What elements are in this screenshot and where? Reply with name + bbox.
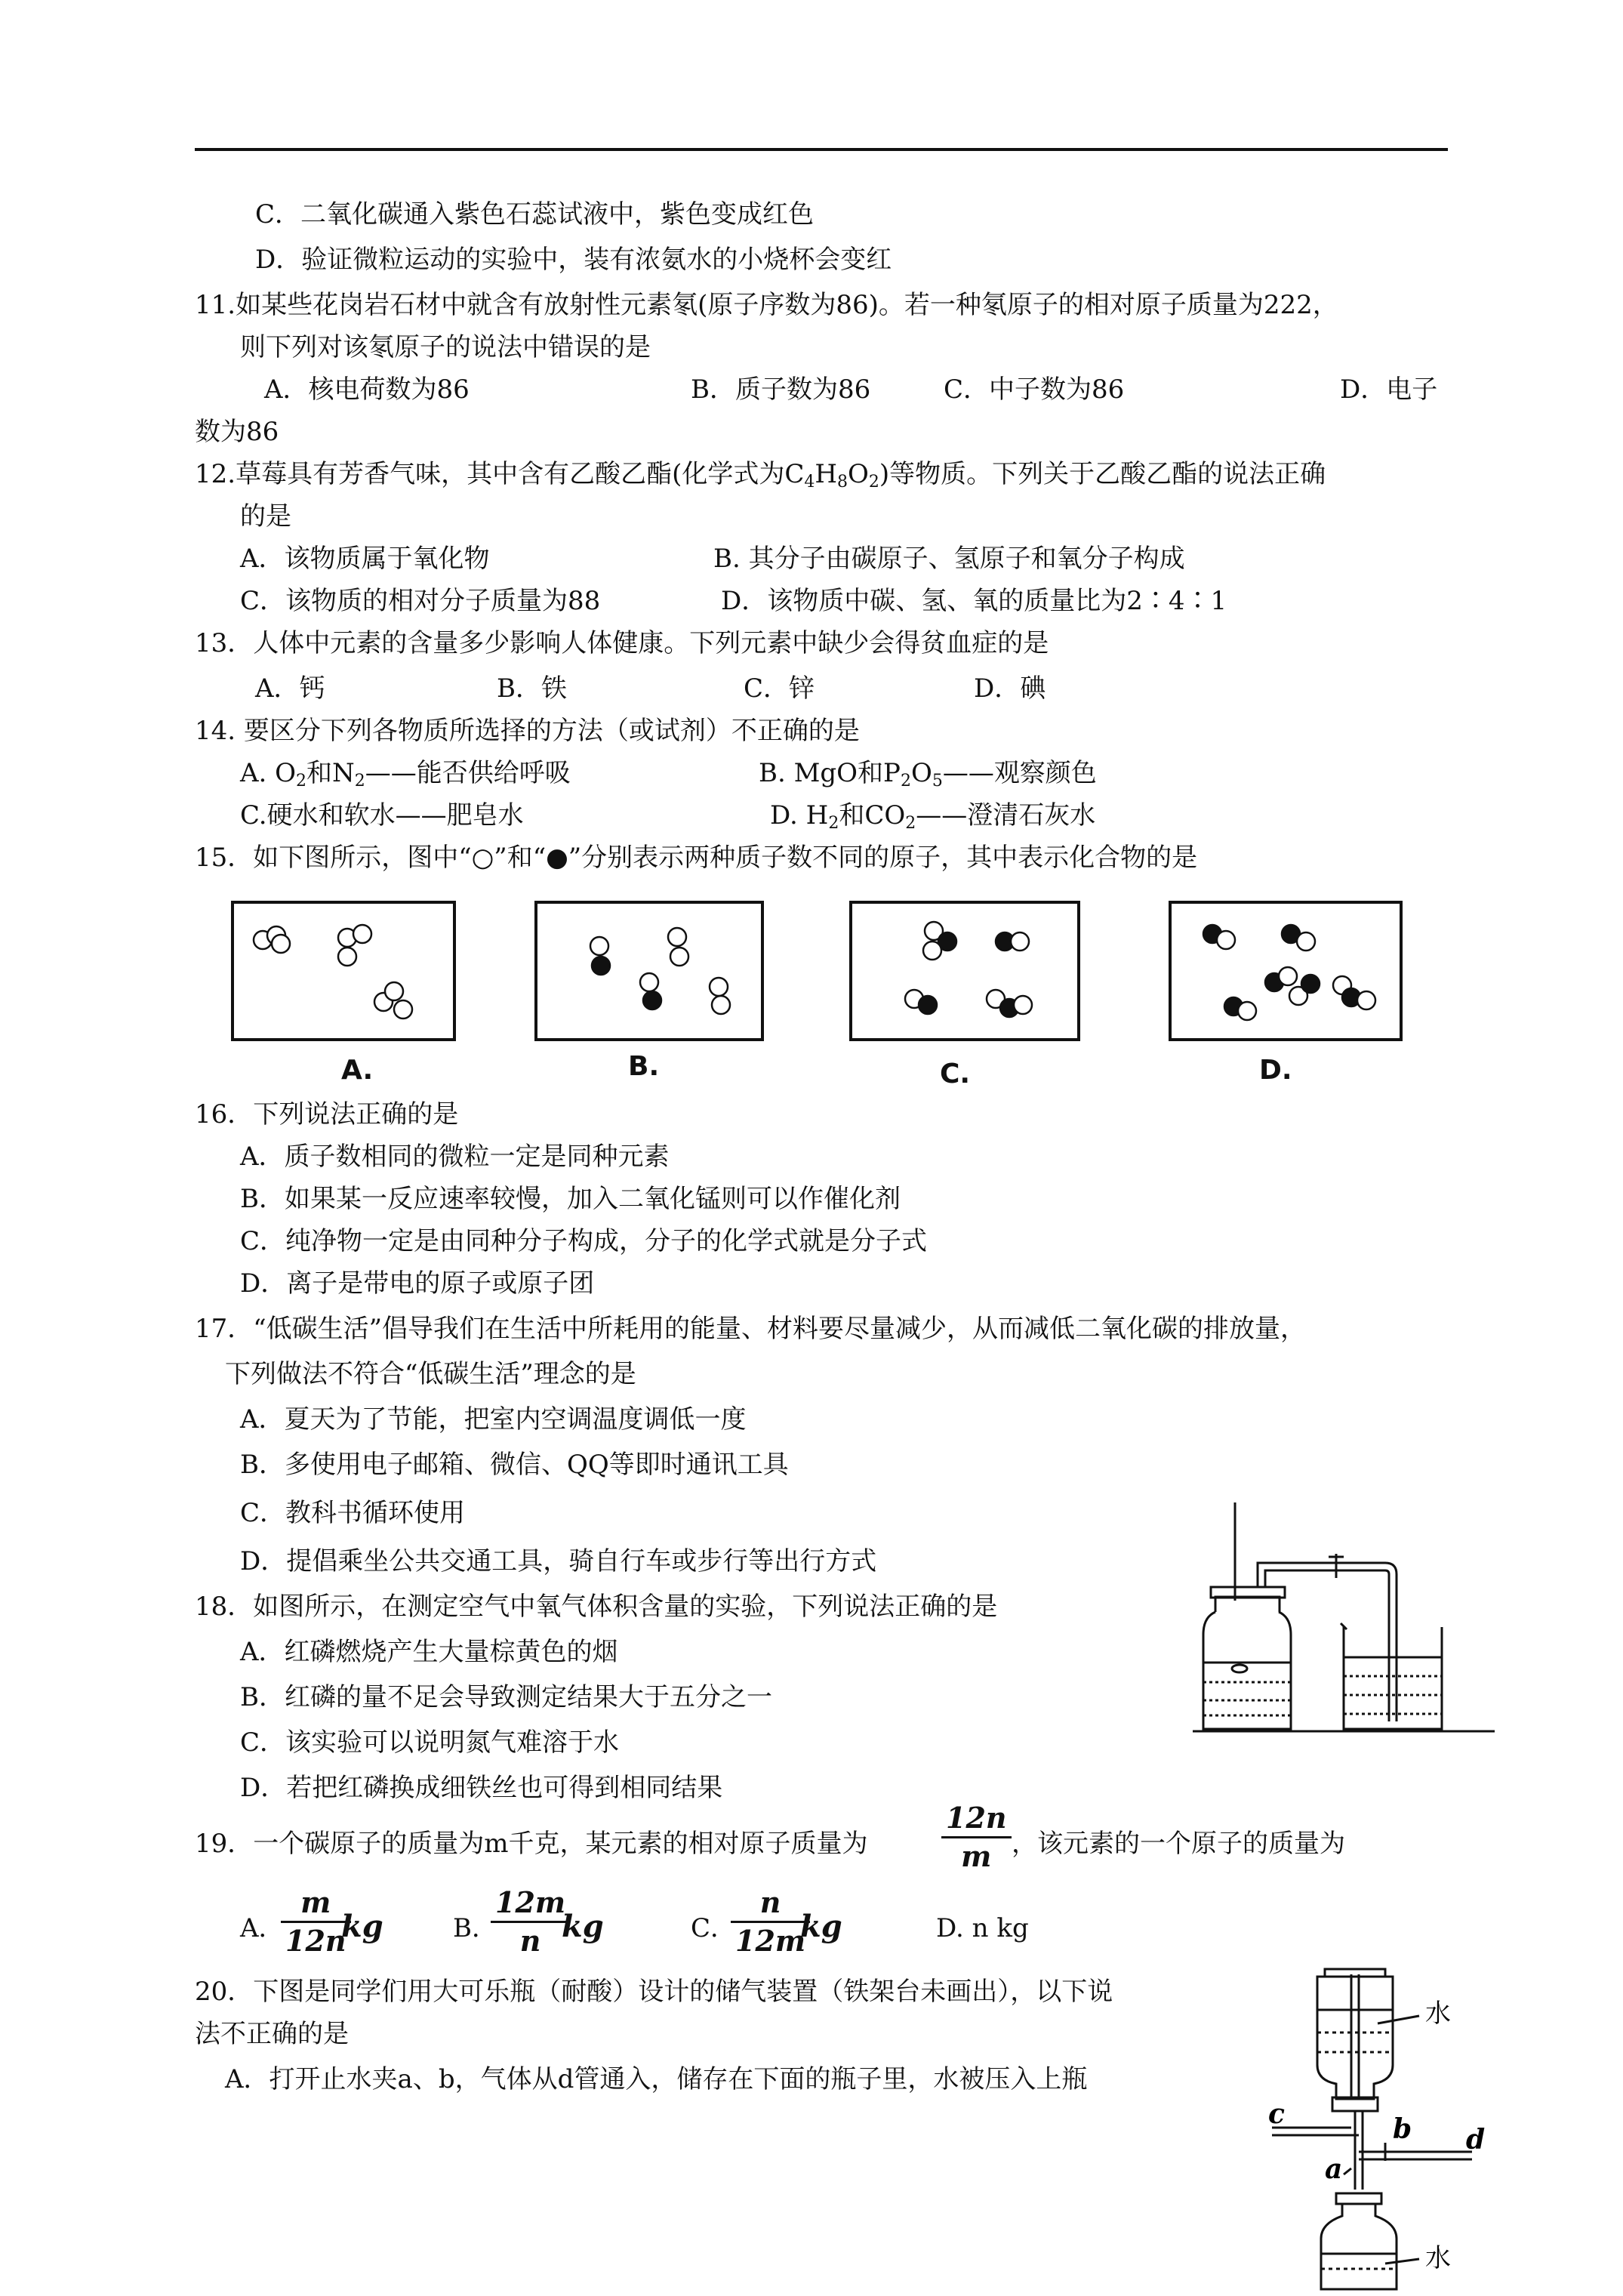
option-17d: D．提倡乘坐公共交通工具，骑自行车或步行等出行方式 [240,1546,877,1576]
option-14d: D. $H_2$和$CO_2——$澄清石灰水 [770,800,1096,833]
question-19-post: ，该元素的一个原子的质量为 [1012,1829,1345,1859]
molecule-diagram-a [234,904,453,1038]
option-18d: D．若把红磷换成细铁丝也可得到相同结果 [240,1773,723,1803]
diagram-box-c [849,901,1080,1041]
diagram-label-a: A. [341,1055,374,1086]
water-label-top: 水 [1425,1999,1451,2029]
option-17b: B．多使用电子邮箱、微信、QQ等即时通讯工具 [240,1450,789,1480]
clamp-label-a: a [1325,2153,1343,2185]
option-19d: D. n kg [936,1913,1029,1943]
option-19b-label: B． [453,1913,497,1943]
option-12c: C．该物质的相对分子质量为88 [240,586,601,616]
option-19b-fraction [491,1885,570,1959]
option-19b-unit: kg [562,1909,604,1944]
option-11b: B．质子数为86 [691,374,871,405]
diagram-label-b: B. [628,1051,660,1082]
question-17-line2: 下列做法不符合“低碳生活”理念的是 [225,1359,636,1389]
option-19b-denominator: n [519,1924,541,1958]
option-13b: B．铁 [497,673,567,704]
option-17c: C．教科书循环使用 [240,1498,466,1528]
question-16: 16．下列说法正确的是 [195,1099,459,1130]
option-18b: B．红磷的量不足会导致测定结果大于五分之一 [240,1682,772,1712]
question-20-line1: 20．下图是同学们用大可乐瓶（耐酸）设计的储气装置（铁架台未画出），以下说 [195,1977,1113,2007]
option-18a: A．红磷燃烧产生大量棕黄色的烟 [240,1637,618,1667]
option-11a: A．核电荷数为86 [264,374,470,405]
option-14c: C.硬水和软水——肥皂水 [240,800,524,831]
option-19a-numerator: m [281,1885,351,1923]
option-19c-numerator: n [731,1885,810,1923]
option-11d: D．电子 [1340,374,1438,405]
option-19b-numerator: 12m [491,1885,570,1923]
question-11-line2: 则下列对该氡原子的说法中错误的是 [240,332,651,362]
question-20-line2: 法不正确的是 [195,2019,349,2049]
diagram-label-d: D. [1259,1055,1292,1086]
question-18: 18．如图所示，在测定空气中氧气体积含量的实验，下列说法正确的是 [195,1592,998,1622]
tube-label-c: c [1268,2098,1285,2130]
relative-mass-fraction [941,1800,1012,1875]
gas-storage-apparatus [1253,1963,1502,2295]
water-label-bottom: 水 [1425,2243,1451,2273]
option-12b: B. 其分子由碳原子、氢原子和氧分子构成 [713,544,1185,574]
header-rule [195,148,1448,151]
option-14a: A. $O_2$和$N_2——$能否供给呼吸 [240,758,571,791]
question-11-line1: 11.如某些花岗岩石材中就含有放射性元素氡(原子序数为86)。若一种氡原子的相对原子质量为222， [195,290,1338,320]
question-19-pre: 19．一个碳原子的质量为m千克，某元素的相对原子质量为 [195,1829,868,1859]
diagram-box-d [1169,901,1403,1041]
option-12d: D．该物质中碳、氢、氧的质量比为2∶4∶1 [721,586,1227,616]
option-13a: A．钙 [255,673,325,704]
question-13: 13．人体中元素的含量多少影响人体健康。下列元素中缺少会得贫血症的是 [195,628,1049,658]
option-19c-label: C． [691,1913,737,1943]
option-18c: C．该实验可以说明氮气难溶于水 [240,1727,620,1758]
option-16d: D．离子是带电的原子或原子团 [240,1268,595,1299]
option-10c: C．二氧化碳通入紫色石蕊试液中，紫色变成红色 [255,199,815,230]
option-13c: C．锌 [744,673,815,704]
molecule-diagram-d [1172,904,1400,1038]
option-11c: C．中子数为86 [944,374,1125,405]
option-12a: A．该物质属于氧化物 [240,544,490,574]
option-20a: A．打开止水夹a、b，气体从d管通入，储存在下面的瓶子里，水被压入上瓶 [225,2064,1088,2094]
fraction-numerator: 12n [941,1800,1012,1838]
option-14b: B. MgO和$P_2O_5——$观察颜色 [759,758,1097,791]
option-16a: A．质子数相同的微粒一定是同种元素 [240,1142,670,1172]
question-12-line1: 12.草莓具有芳香气味，其中含有乙酸乙酯(化学式为$C_4H_8O_2$)等物质。下列关于乙酸乙酯的说法正确 [195,459,1326,492]
oxygen-measurement-apparatus [1193,1502,1495,1737]
option-16b: B．如果某一反应速率较慢，加入二氧化锰则可以作催化剂 [240,1184,901,1214]
option-17a: A．夏天为了节能，把室内空调温度调低一度 [240,1404,747,1435]
option-19a-fraction [281,1885,351,1959]
option-19a-label: A． [240,1913,285,1943]
option-16c: C．纯净物一定是由同种分子构成，分子的化学式就是分子式 [240,1226,928,1256]
option-19c-fraction [731,1885,810,1959]
question-15: 15．如下图所示，图中“○”和“●”分别表示两种质子数不同的原子，其中表示化合物的是 [195,843,1198,873]
molecule-diagram-b [537,904,761,1038]
diagram-box-b [534,901,764,1041]
option-19c-unit: kg [800,1909,842,1944]
molecule-diagram-c [852,904,1077,1038]
option-10d: D．验证微粒运动的实验中，装有浓氨水的小烧杯会变红 [255,245,892,275]
tube-label-d: d [1466,2124,1486,2156]
option-13d: D．碘 [974,673,1046,704]
question-12-line2: 的是 [240,501,291,532]
diagram-box-a [231,901,456,1041]
option-19a-denominator: 12n [285,1924,346,1958]
diagram-label-c: C. [940,1059,971,1089]
clamp-label-b: b [1393,2113,1412,2145]
option-19c-denominator: 12m [735,1924,806,1958]
fraction-denominator: m [961,1839,992,1873]
option-11d-cont: 数为86 [195,417,279,447]
question-14: 14. 要区分下列各物质所选择的方法（或试剂）不正确的是 [195,716,860,746]
option-19a-unit: kg [341,1909,383,1944]
question-17-line1: 17．“低碳生活”倡导我们在生活中所耗用的能量、材料要尽量减少，从而减低二氧化碳的排放量， [195,1314,1307,1344]
